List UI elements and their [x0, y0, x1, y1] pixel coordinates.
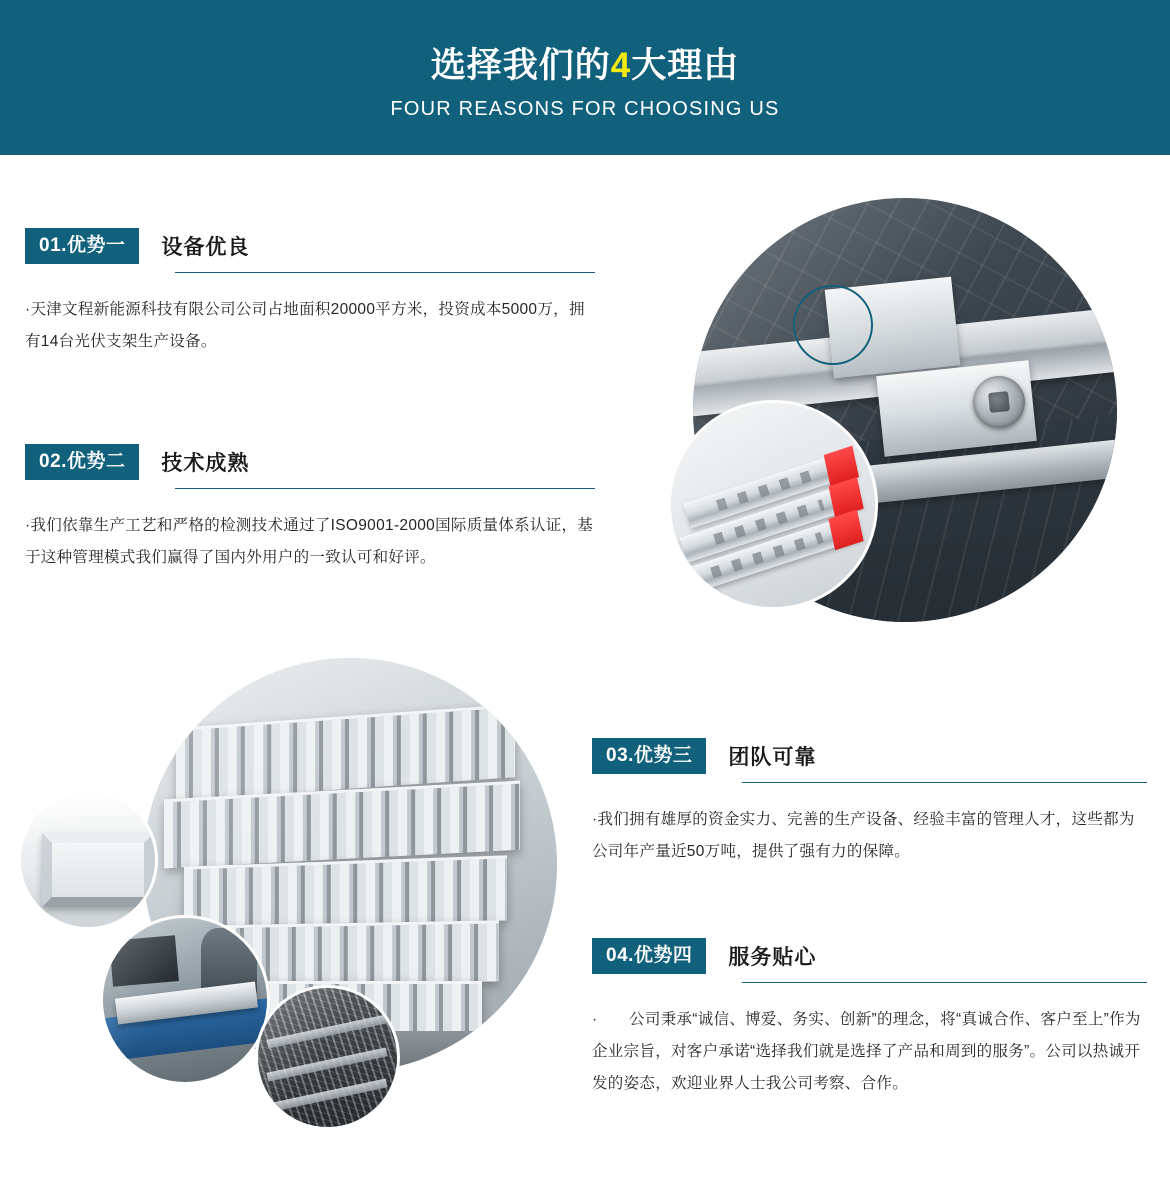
- photo-c-section: [42, 833, 153, 907]
- feature-01-rule: [175, 272, 595, 273]
- feature-04-tag: 04.优势四: [592, 938, 706, 974]
- feature-01-body: ·天津文程新能源科技有限公司公司占地面积20000平方米，投资成本5000万，拥有14台光伏支架生产设备。: [25, 301, 585, 350]
- production-line-photo: [100, 915, 270, 1085]
- feature-01-head: [25, 228, 595, 264]
- feature-02-body: ·我们依靠生产工艺和严格的检测技术通过了ISO9001-2000国际质量体系认证，基于这种管理模式我们赢得了国内外用户的一致认可和好评。: [25, 517, 594, 566]
- feature-04-title: 服务贴心: [728, 946, 817, 969]
- page-title: [0, 0, 1170, 88]
- strut-channel-photo: [668, 400, 878, 610]
- page-subtitle: FOUR REASONS FOR CHOOSING US: [390, 98, 780, 120]
- page-title-highlight: 4: [610, 46, 632, 85]
- page-header-banner: [0, 0, 1170, 155]
- feature-03-tag: 03.优势三: [592, 738, 706, 774]
- feature-02-tag: 02.优势二: [25, 444, 139, 480]
- decorative-ring: [793, 285, 873, 365]
- feature-02-head: [25, 444, 595, 480]
- feature-block-04: [592, 938, 1147, 1100]
- feature-01-tag: 01.优势一: [25, 228, 139, 264]
- feature-block-01: [25, 228, 595, 358]
- feature-02-rule: [175, 488, 595, 489]
- feature-02-title: 技术成熟: [161, 452, 250, 475]
- feature-04-rule: [742, 982, 1147, 983]
- feature-block-03: [592, 738, 1147, 868]
- feature-03-head: [592, 738, 1147, 774]
- feature-04-body: · 公司秉承“诚信、博爱、务实、创新”的理念，将“真诚合作、客户至上”作为企业宗旨，对客户承诺“选择我们就是选择了产品和周到的服务”。公司以热诚开发的姿态，欢迎业界人士我公司考察、合作。: [592, 1011, 1141, 1092]
- feature-03-body: ·我们拥有雄厚的资金实力、完善的生产设备、经验丰富的管理人才，这些都为公司年产量近50万吨，提供了强有力的保障。: [592, 811, 1135, 860]
- feature-03-rule: [742, 782, 1147, 783]
- photo-machine-body: [109, 935, 178, 986]
- feature-04-head: [592, 938, 1147, 974]
- feature-01-title: 设备优良: [161, 236, 250, 259]
- profile-bundle-photo: [255, 985, 400, 1130]
- feature-03-title: 团队可靠: [728, 746, 817, 769]
- feature-block-02: [25, 444, 595, 574]
- c-section-profile-photo: [18, 790, 158, 930]
- page-title-prefix: 选择我们的: [430, 46, 611, 85]
- page-title-suffix: 大理由: [631, 46, 740, 85]
